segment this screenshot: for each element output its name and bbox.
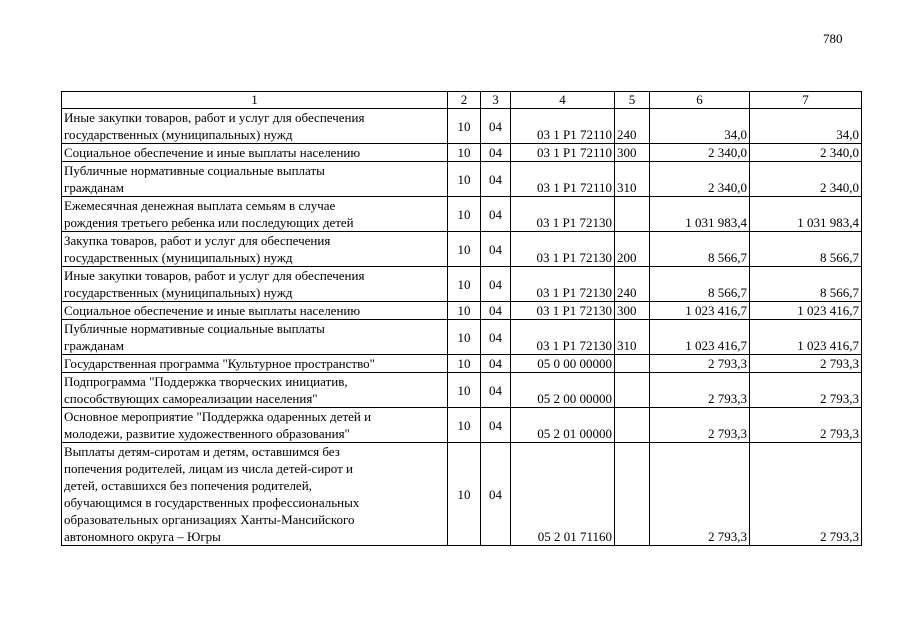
row-name-line: Социальное обеспечение и иные выплаты населению [64, 303, 361, 318]
row-c6-cell: 2 793,3 [650, 443, 750, 546]
row-c4-cell: 03 1 P1 72130 [511, 320, 615, 355]
row-c2-cell: 10 [448, 144, 481, 162]
row-c4-cell: 03 1 P1 72110 [511, 109, 615, 144]
row-name-cell [62, 355, 448, 373]
row-c2-cell: 10 [448, 355, 481, 373]
header-col-5: 5 [615, 92, 650, 109]
row-c5-cell: 200 [615, 232, 650, 267]
row-name-cell [62, 197, 448, 232]
row-c4-cell: 03 1 P1 72130 [511, 302, 615, 320]
row-c3-cell: 04 [481, 320, 511, 355]
row-c7-cell: 1 023 416,7 [750, 302, 862, 320]
row-c6-cell: 8 566,7 [650, 232, 750, 267]
row-c4-cell: 03 1 P1 72130 [511, 197, 615, 232]
row-c7-cell: 2 793,3 [750, 443, 862, 546]
row-c4-cell: 03 1 P1 72130 [511, 232, 615, 267]
row-c6-cell: 2 793,3 [650, 355, 750, 373]
row-name-line: Социальное обеспечение и иные выплаты населению [64, 145, 361, 160]
row-c7-cell: 8 566,7 [750, 232, 862, 267]
table-row [62, 373, 862, 408]
row-c6-cell: 8 566,7 [650, 267, 750, 302]
row-c2-cell: 10 [448, 302, 481, 320]
table-row [62, 355, 862, 373]
row-name-cell [62, 162, 448, 197]
page-number: 780 [823, 31, 843, 46]
table-row [62, 267, 862, 302]
table-row [62, 302, 862, 320]
row-c7-cell: 2 340,0 [750, 144, 862, 162]
row-name-line: Государственная программа "Культурное пространство" [64, 356, 375, 371]
row-c5-cell: 310 [615, 162, 650, 197]
row-c6-cell: 34,0 [650, 109, 750, 144]
row-c5-cell: 300 [615, 302, 650, 320]
row-c7-cell: 2 793,3 [750, 373, 862, 408]
row-c6-cell: 2 340,0 [650, 144, 750, 162]
header-row [62, 92, 862, 109]
row-c7-cell: 8 566,7 [750, 267, 862, 302]
row-c4-cell: 03 1 P1 72130 [511, 267, 615, 302]
row-name-line: государственных (муниципальных) нужд [64, 285, 293, 300]
row-c6-cell: 1 031 983,4 [650, 197, 750, 232]
row-c2-cell: 10 [448, 408, 481, 443]
row-name-cell [62, 443, 448, 546]
budget-table [61, 91, 862, 546]
row-c4-cell: 05 2 01 00000 [511, 408, 615, 443]
row-c2-cell: 10 [448, 267, 481, 302]
row-c3-cell: 04 [481, 355, 511, 373]
row-name-line: автономного округа – Югры [64, 529, 221, 544]
row-name-line: способствующих самореализации населения" [64, 391, 318, 406]
row-c3-cell: 04 [481, 267, 511, 302]
table-row [62, 408, 862, 443]
row-c7-cell: 34,0 [750, 109, 862, 144]
row-name-cell [62, 109, 448, 144]
row-name-line: Основное мероприятие "Поддержка одаренных детей и [64, 409, 372, 424]
row-c3-cell: 04 [481, 232, 511, 267]
row-c3-cell: 04 [481, 443, 511, 546]
row-c5-cell: 240 [615, 267, 650, 302]
header-col-6: 6 [650, 92, 750, 109]
row-c2-cell: 10 [448, 162, 481, 197]
header-col-1: 1 [62, 92, 448, 109]
row-c3-cell: 04 [481, 408, 511, 443]
table-row [62, 144, 862, 162]
row-c2-cell: 10 [448, 232, 481, 267]
row-c2-cell: 10 [448, 320, 481, 355]
row-name-line: государственных (муниципальных) нужд [64, 250, 293, 265]
table-row [62, 320, 862, 355]
row-c2-cell: 10 [448, 443, 481, 546]
row-c4-cell: 05 2 00 00000 [511, 373, 615, 408]
table-row [62, 443, 862, 546]
row-name-line: Выплаты детям-сиротам и детям, оставшимся без [64, 444, 340, 459]
row-c5-cell [615, 408, 650, 443]
row-name-line: гражданам [64, 338, 124, 353]
row-c7-cell: 2 793,3 [750, 355, 862, 373]
row-name-line: Иные закупки товаров, работ и услуг для обеспечения [64, 268, 365, 283]
row-name-cell [62, 408, 448, 443]
row-name-line: Закупка товаров, работ и услуг для обеспечения [64, 233, 331, 248]
row-c2-cell: 10 [448, 373, 481, 408]
table-row [62, 162, 862, 197]
row-name-line: Подпрограмма "Поддержка творческих инициатив, [64, 374, 348, 389]
header-col-7: 7 [750, 92, 862, 109]
row-c5-cell: 300 [615, 144, 650, 162]
row-name-line: детей, оставшихся без попечения родителей, [64, 478, 312, 493]
row-c3-cell: 04 [481, 109, 511, 144]
row-c6-cell: 1 023 416,7 [650, 320, 750, 355]
row-c6-cell: 2 793,3 [650, 373, 750, 408]
row-c3-cell: 04 [481, 373, 511, 408]
row-c2-cell: 10 [448, 109, 481, 144]
row-name-line: Публичные нормативные социальные выплаты [64, 163, 325, 178]
row-c3-cell: 04 [481, 144, 511, 162]
row-name-cell [62, 232, 448, 267]
row-c5-cell: 240 [615, 109, 650, 144]
row-c4-cell: 05 0 00 00000 [511, 355, 615, 373]
row-name-line: Иные закупки товаров, работ и услуг для обеспечения [64, 110, 365, 125]
row-name-line: Ежемесячная денежная выплата семьям в случае [64, 198, 336, 213]
row-name-line: государственных (муниципальных) нужд [64, 127, 293, 142]
header-col-4: 4 [511, 92, 615, 109]
row-c4-cell: 05 2 01 71160 [511, 443, 615, 546]
table-row [62, 197, 862, 232]
row-c3-cell: 04 [481, 197, 511, 232]
row-c6-cell: 1 023 416,7 [650, 302, 750, 320]
table-row [62, 232, 862, 267]
row-c7-cell: 1 023 416,7 [750, 320, 862, 355]
row-name-line: молодежи, развитие художественного образования" [64, 426, 350, 441]
row-c5-cell [615, 373, 650, 408]
row-name-cell [62, 302, 448, 320]
row-c5-cell [615, 355, 650, 373]
row-c7-cell: 1 031 983,4 [750, 197, 862, 232]
row-c5-cell: 310 [615, 320, 650, 355]
row-c6-cell: 2 793,3 [650, 408, 750, 443]
row-name-cell [62, 320, 448, 355]
table-row [62, 109, 862, 144]
row-name-line: Публичные нормативные социальные выплаты [64, 321, 325, 336]
header-col-2: 2 [448, 92, 481, 109]
row-name-cell [62, 144, 448, 162]
row-c5-cell [615, 197, 650, 232]
row-name-line: попечения родителей, лицам из числа детей-сирот и [64, 461, 354, 476]
header-col-3: 3 [481, 92, 511, 109]
row-c3-cell: 04 [481, 162, 511, 197]
row-c4-cell: 03 1 P1 72110 [511, 162, 615, 197]
row-name-line: гражданам [64, 180, 124, 195]
row-c3-cell: 04 [481, 302, 511, 320]
row-c7-cell: 2 793,3 [750, 408, 862, 443]
row-c6-cell: 2 340,0 [650, 162, 750, 197]
row-c4-cell: 03 1 P1 72110 [511, 144, 615, 162]
row-name-cell [62, 267, 448, 302]
row-name-line: образовательных организациях Ханты-Мансийского [64, 512, 355, 527]
row-name-line: рождения третьего ребенка или последующих детей [64, 215, 354, 230]
table-body [62, 109, 862, 546]
row-c7-cell: 2 340,0 [750, 162, 862, 197]
row-name-cell [62, 373, 448, 408]
row-c5-cell [615, 443, 650, 546]
row-c2-cell: 10 [448, 197, 481, 232]
row-name-line: обучающимся в государственных профессиональных [64, 495, 360, 510]
